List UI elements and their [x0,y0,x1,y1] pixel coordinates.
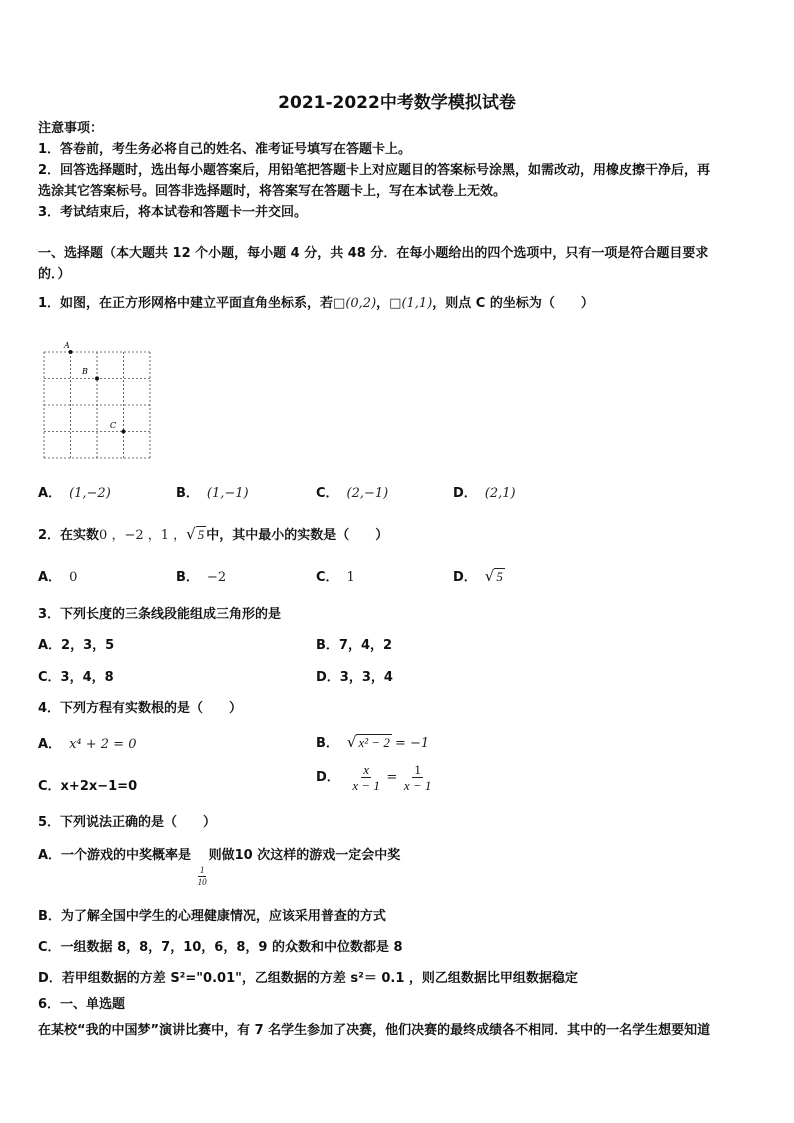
q5-option-a-fraction [196,865,209,888]
q2-option-d-value: 5 [496,569,503,584]
q4-option-a-letter: A． [38,737,62,752]
q1-option-b-letter: B． [176,486,199,501]
q4-option-a-expr: x⁴ + 2 = 0 [69,737,137,752]
q2-stem-text-a: 2．在实数 [38,528,100,543]
page-title: 2021-2022中考数学模拟试卷 [278,93,516,113]
q1-point-a: □(0,2) [333,296,377,311]
q4-option-a[interactable] [38,733,136,752]
q2-option-d[interactable] [453,566,505,585]
q5-option-d[interactable]: D．若甲组数据的方差 S²="0.01"，乙组数据的方差 s²＝ 0.1 ，则乙组数据比甲组数据稳定 [38,971,578,986]
q3-option-b[interactable]: B．7，4，2 [316,638,393,653]
sqrt-icon: √ [346,733,357,751]
q1-option-a-letter: A． [38,486,62,501]
q1-option-c-value: (2,−1) [346,486,389,501]
q2-option-c-letter: C． [316,570,339,585]
q5-option-c[interactable]: C．一组数据 8，8，7，10，6，8，9 的众数和中位数都是 8 [38,940,403,955]
q5-stem: 5．下列说法正确的是（ ） [38,815,217,830]
label-b: B [82,367,88,376]
q2-stem [38,524,388,543]
q3-option-c[interactable]: C．3，4，8 [38,670,114,685]
q2-numbers: 0 ，−2 ，1 ， [99,528,187,543]
point-a-dot [69,350,73,354]
q2-option-d-letter: D． [453,570,477,585]
q1-point-b: □(1,1) [389,296,433,311]
label-c: C [110,421,117,430]
q1-option-b-value: (1,−1) [206,486,249,501]
q4-option-b-letter: B． [316,736,339,751]
q1-stem-text-b: ，则点 C 的坐标为（ ） [432,296,594,311]
q4-d-num1: x [363,762,369,777]
q2-option-b[interactable] [176,566,226,585]
q4-stem: 4．下列方程有实数根的是（ ） [38,701,243,716]
q4-d-num2: 1 [414,762,421,777]
q1-option-d-value: (2,1) [484,486,516,501]
section1-heading-line1: 一、选择题（本大题共 12 个小题，每小题 4 分，共 48 分．在每小题给出的四个选项中，只有一项是符合题目要求 [38,246,709,261]
point-b-dot [95,377,99,381]
q2-option-c-value: 1 [346,570,355,585]
q2-option-a-value: 0 [69,570,78,585]
notice-item-2a: 2．回答选择题时，选出每小题答案后，用铅笔把答题卡上对应题目的答案标号涂黑，如需改动，用橡皮擦干净后，再 [38,163,711,178]
q3-option-a[interactable]: A．2，3，5 [38,638,115,653]
q1-separator: ， [376,296,390,311]
q1-option-c-letter: C． [316,486,339,501]
q2-option-b-value: −2 [206,570,227,585]
q5-a-den: 10 [197,877,207,887]
q4-option-d-fraction-1 [350,762,382,793]
q2-option-a[interactable] [38,566,77,585]
notice-heading: 注意事项： [38,121,104,136]
q6-heading: 6．一、单选题 [38,997,126,1012]
q2-option-a-letter: A． [38,570,62,585]
q3-stem: 3．下列长度的三条线段能组成三角形的是 [38,607,282,622]
point-c-dot [122,430,126,434]
q1-stem [38,292,594,311]
q1-stem-text-a: 1．如图，在正方形网格中建立平面直角坐标系，若 [38,296,334,311]
q1-option-d-letter: D． [453,486,477,501]
q5-a-num: 1 [199,865,205,875]
q2-option-c[interactable] [316,566,355,585]
section1-heading-line2: 的．） [38,267,71,282]
q4-d-equals: = [386,770,398,785]
q5-option-a-text-b: 则做10 次这样的游戏一定会中奖 [208,848,401,863]
q4-option-b-radicand: x² − 2 [358,735,390,750]
q4-d-den2: x − 1 [403,778,432,793]
sqrt-icon: √ [484,567,495,585]
label-a: A [64,341,70,350]
q4-option-b[interactable] [316,732,429,751]
q3-option-d[interactable]: D．3，3，4 [316,670,393,685]
q2-option-b-letter: B． [176,570,199,585]
q1-option-a[interactable] [38,482,111,501]
q5-option-a-text-a: A．一个游戏的中奖概率是 [38,848,192,863]
q4-option-b-rest: = −1 [394,736,430,751]
q2-stem-text-b: 中，其中最小的实数是（ ） [206,528,389,543]
q1-option-b[interactable] [176,482,249,501]
q6-text: 在某校“我的中国梦”演讲比赛中，有 7 名学生参加了决赛，他们决赛的最终成绩各不相同．其中的一名学生想要知道 [38,1023,711,1038]
q4-option-c[interactable]: C．x+2x−1=0 [38,779,138,794]
notice-item-3: 3．考试结束后，将本试卷和答题卡一并交回。 [38,205,308,220]
q2-radicand: 5 [197,527,205,542]
q4-option-d-letter: D． [316,770,340,785]
q5-option-a[interactable] [38,844,400,888]
q5-option-b[interactable]: B．为了解全国中学生的心理健康情况，应该采用普查的方式 [38,909,386,924]
notice-item-2b: 选涂其它答案标号。回答非选择题时，将答案写在答题卡上，写在本试卷上无效。 [38,184,507,199]
q1-option-c[interactable] [316,482,388,501]
q4-option-d[interactable] [316,762,433,793]
notice-item-1: 1．答卷前，考生务必将自己的姓名、准考证号填写在答题卡上。 [38,142,412,157]
q4-option-d-fraction-2 [402,762,434,793]
q4-d-den1: x − 1 [352,778,380,793]
sqrt-icon: √ [186,525,196,543]
q1-grid-figure [36,340,160,464]
q1-option-d[interactable] [453,482,516,501]
q1-option-a-value: (1,−2) [69,486,111,501]
